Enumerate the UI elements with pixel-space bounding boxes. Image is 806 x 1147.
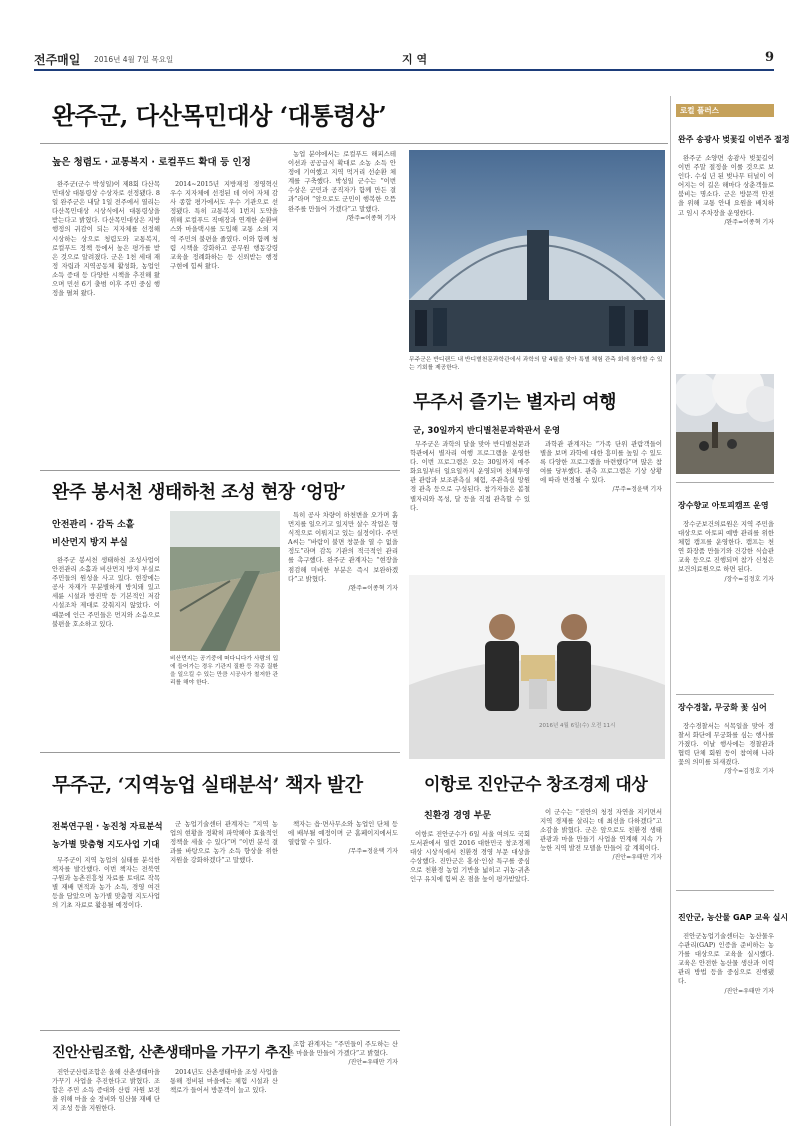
article6-col3: 조합 관계자는 “주민들이 주도하는 산촌 마을을 만들어 가겠다”고 밝혔다. /진안=우태만 기자	[288, 1040, 398, 1067]
article2-subhead: 군, 30일까지 반디별천문과학관서 운영	[413, 426, 561, 436]
article6-col2: 2014년도 산촌생태마을 조성 사업을 통해 정비된 마을에는 체험 시설과 산책로가 들어서 방문객이 늘고 있다.	[170, 1068, 278, 1095]
article6-top-rule	[40, 1030, 400, 1031]
observatory-illustration	[409, 150, 665, 352]
article4-headline: 이항로 진안군수 창조경제 대상	[424, 775, 648, 795]
article5-headline: 무주군, ‘지역농업 실태분석’ 책자 발간	[52, 774, 363, 796]
masthead	[34, 48, 774, 68]
article3-subhead1: 안전관리 · 감독 소홀	[52, 520, 135, 530]
article1-byline: /완주=이종혁 기자	[346, 214, 396, 222]
issue-date: 2016년 4월 7일 목요일	[94, 55, 174, 64]
stream-photo	[170, 511, 280, 651]
paper-name: 전주매일	[34, 53, 81, 67]
side-rule1	[676, 482, 774, 483]
article4-byline: /진안=우태만 기자	[612, 854, 662, 862]
article4-col2: 이 군수는 “진안의 청정 자연을 지키면서 지역 경제를 살리는 데 최선을 다하겠다”고 소감을 밝혔다. 군은 앞으로도 친환경 생태 관광과 마을 만들기 사업을 연계해 지속 가능한 지역 발전 모델을 만들어 갈 계획이다. /진안=우태만 기자	[540, 808, 662, 862]
observatory-photo	[409, 150, 665, 352]
side-article4-title: 진안군, 농산물 GAP 교육 실시	[678, 913, 789, 922]
side-article3-body: 장수경찰서는 식목일을 맞아 경찰서 화단에 무궁화를 심는 행사를 가졌다. 이날 행사에는 경찰관과 협력 단체 회원 등이 참여해 나라꽃의 의미를 되새겼다. /장수=김정호 기자	[678, 722, 774, 776]
article5-byline: /무주=정윤택 기자	[348, 848, 398, 856]
side-article2-byline: /장수=김정호 기자	[724, 575, 774, 583]
observatory-caption: 무주군은 반디랜드 내 반디별천문과학관에서 과학의 달 4월을 맞아 특별 체험 관측 회에 참여할 수 있는 기회를 제공한다.	[409, 357, 663, 371]
article5-col1: 무주군이 지역 농업의 실태를 분석한 책자를 발간했다. 이번 책자는 전북연구원과 농촌진흥청 자료를 토대로 작목별 재배 면적과 농가 소득, 경영 여건 등을 담았으며 농가별 맞춤형 지도사업의 기초 자료로 활용될 예정이다.	[52, 856, 160, 910]
side-article3-title: 장수경찰, 무궁화 꽃 심어	[678, 703, 767, 712]
article3-subhead2: 비산먼지 방지 부실	[52, 538, 128, 548]
article1-headline: 완주군, 다산목민대상 ‘대통령상’	[52, 101, 387, 130]
article3-top-rule	[40, 470, 400, 471]
article5-subhead2: 농가별 맞춤형 지도사업 기대	[52, 840, 160, 850]
blossom-illustration	[676, 374, 774, 474]
article3-headline: 완주 봉서천 생태하천 조성 현장 ‘엉망’	[52, 482, 346, 503]
side-article2-body: 장수군보건의료원은 지역 주민을 대상으로 아토피 예방 관리를 위한 체험 캠프를 운영한다. 캠프는 천연 화장품 만들기와 건강한 식습관 교육 등으로 진행되며 참가 신청은 보건의료원으로 하면 된다. /장수=김정호 기자	[678, 520, 774, 583]
section-name: 지 역	[402, 53, 428, 66]
blossom-photo	[676, 374, 774, 474]
article6-headline: 진안산림조합, 산촌생태마을 가꾸기 추진	[52, 1045, 291, 1061]
stream-caption: 비산먼지는 공기중에 떠다니다가 사람의 입에 들어가는 경우 기관지 질환 등 각종 질환을 일으킬 수 있는 만큼 시공사가 철저한 관리를 해야 한다.	[170, 656, 279, 686]
masthead-rule	[34, 69, 774, 71]
article1-col1: 완주군(군수 박성일)이 제8회 다산목민대상 대통령상 수상자로 선정됐다. 8일 완주군은 내달 1일 전주에서 열리는 다산목민대상 시상식에서 대통령상을 받는다고 밝혔다. 다산목민대상은 지방행정의 귀감이 되는 지자체를 선정해 시상하는 상으로 청렴도와 교통복지, 로컬푸드 정책 등에서 높은 평가를 받은 것으로 알려졌다. 군은 1천 세대 재정 자립과 지역공동체 활성화, 농업인 소득 증대 등 다양한 시책을 추진해 왔으며 민선 6기 출범 이후 주민 중심 행정을 펼쳐 왔다.	[52, 180, 160, 298]
article2-headline: 무주서 즐기는 별자리 여행	[413, 392, 617, 413]
page-number: 9	[764, 50, 774, 65]
article3-col3: 특히 공사 차량이 하천변을 오가며 흙먼지를 일으키고 있지만 살수 작업은 형식적으로 이뤄지고 있는 실정이다. 주민 A씨는 “바람이 불면 창문을 열 수 없을 정도”라며 감독 기관의 적극적인 관리를 촉구했다. 완주군 관계자는 “현장을 점검해 미비한 부분은 즉시 보완하겠다”고 밝혔다. /완주=이종혁 기자	[288, 511, 398, 592]
article5-col3: 책자는 읍·면사무소와 농업인 단체 등에 배부될 예정이며 군 홈페이지에서도 열람할 수 있다. /무주=정윤택 기자	[288, 820, 398, 856]
article4-col1: 이항로 진안군수가 6일 서울 여의도 국회도서관에서 열린 2016 대한민국 창조경제 대상 시상식에서 친환경 경영 부문 대상을 수상했다. 진안군은 홍삼·인삼 특구를 중심으로 친환경 농업 기반을 넓히고 귀농·귀촌 인구 유치에 힘써 온 점을 높이 평가받았다.	[410, 830, 530, 884]
side-tag: 로컬 플러스	[676, 104, 774, 117]
side-article1-title: 완주 송광사 벚꽃길 이번주 절정	[678, 135, 790, 144]
award-illustration	[409, 575, 665, 759]
article2-col1: 무주군은 과학의 달을 맞아 반디별천문과학관에서 별자리 여행 프로그램을 운영한다. 이번 프로그램은 오는 30일까지 매주 화요일부터 일요일까지 운영되며 천체투영관 관람과 보조관측실 체험, 주관측실 망원경 관측 등으로 구성된다. 참가자들은 봄철 별자리와 목성, 달 등을 직접 관측할 수 있다.	[410, 440, 530, 512]
article1-subhead: 높은 청렴도 · 교통복지 · 로컬푸드 확대 등 인정	[52, 157, 251, 168]
side-rule3	[676, 890, 774, 891]
article6-col1: 진안군산림조합은 올해 산촌생태마을 가꾸기 사업을 추진한다고 밝혔다. 조합은 주민 소득 증대와 산림 자원 보전을 위해 마을 숲 정비와 임산물 재배 단지 조성 등을 지원한다.	[52, 1068, 160, 1113]
award-banner-text: 2016년 4월 6일(수) 오전 11시	[539, 723, 616, 729]
side-article4-body: 진안군농업기술센터는 농산물우수관리(GAP) 인증을 준비하는 농가를 대상으로 교육을 실시했다. 교육은 안전한 농산물 생산과 이력 관리 방법 등을 중심으로 진행됐다. /진안=우태만 기자	[678, 932, 774, 995]
article5-top-rule	[40, 752, 400, 753]
side-rule2	[676, 694, 774, 695]
article5-col2: 군 농업기술센터 관계자는 “지역 농업의 현황을 정확히 파악해야 효율적인 정책을 세울 수 있다”며 “이번 분석 결과를 바탕으로 농가 소득 향상을 위한 지원을 강화하겠다”고 말했다.	[170, 820, 278, 865]
article3-byline: /완주=이종혁 기자	[348, 584, 398, 592]
article4-subhead: 친환경 경영 부문	[424, 811, 492, 821]
side-article1-byline: /완주=이종혁 기자	[724, 218, 774, 226]
stream-illustration	[170, 511, 280, 651]
article6-byline: /진안=우태만 기자	[348, 1059, 398, 1067]
side-article3-byline: /장수=김정호 기자	[724, 768, 774, 776]
article2-byline: /무주=정윤택 기자	[612, 486, 662, 494]
article1-col2: 2014~2015년 지방재정 경영혁신 우수 지자체에 선정된 데 이어 자체 감사 종합 평가에서도 우수 기관으로 선정됐다. 특히 교통복지 1번지 도약을 위해 로컬푸드 직매장과 연계한 순환버스와 마을택시를 도입해 교통 소외 지역 주민의 불편을 줄였다. 이와 함께 청렴 시책을 강화하고 공무원 행동강령 교육을 정례화하는 등 신뢰받는 행정 구현에 힘써 왔다.	[170, 180, 278, 270]
article1-col3: 농업 분야에서는 로컬푸드 해피스테이션과 공공급식 확대로 소농 소득 안정에 기여했고 지역 먹거리 선순환 체계를 구축했다. 박성일 군수는 “이번 수상은 군민과 공직자가 함께 만든 결과”라며 “앞으로도 군민이 행복한 으뜸 완주를 만들어 가겠다”고 말했다. /완주=이종혁 기자	[288, 150, 396, 222]
article1-bottom-rule	[40, 143, 668, 144]
side-article1-body: 완주군 소양면 송광사 벚꽃길이 이번 주말 절정을 이룰 것으로 보인다. 수십 년 된 벚나무 터널이 이어지는 이 길은 해마다 상춘객들로 붐비는 명소다. 군은 방문객 안전을 위해 교통 안내 요원을 배치하고 임시 주차장을 운영한다. /완주=이종혁 기자	[678, 154, 774, 226]
award-photo	[409, 575, 665, 759]
side-article2-title: 장수향교 아토피캠프 운영	[678, 501, 769, 510]
article5-subhead1: 전북연구원 · 농진청 자료분석	[52, 822, 163, 832]
column-divider	[670, 96, 671, 1126]
side-article4-byline: /진안=우태만 기자	[724, 987, 774, 995]
article2-col2: 과학관 관계자는 “가족 단위 관람객들이 별을 보며 과학에 대한 흥미를 높일 수 있도록 다양한 프로그램을 마련했다”며 많은 참여를 당부했다. 관측 프로그램은 기상 상황에 따라 변경될 수 있다. /무주=정윤택 기자	[540, 440, 662, 494]
article3-col1: 완주군 봉서천 생태하천 조성사업이 안전관리 소홀과 비산먼지 방지 부실로 주민들의 원성을 사고 있다. 현장에는 공사 자재가 무분별하게 방치돼 있고 세륜 시설과 방진막 등 기본적인 저감 시설조차 제대로 갖춰지지 않았다. 이 때문에 인근 주민들은 먼지와 소음으로 불편을 호소하고 있다.	[52, 556, 160, 628]
